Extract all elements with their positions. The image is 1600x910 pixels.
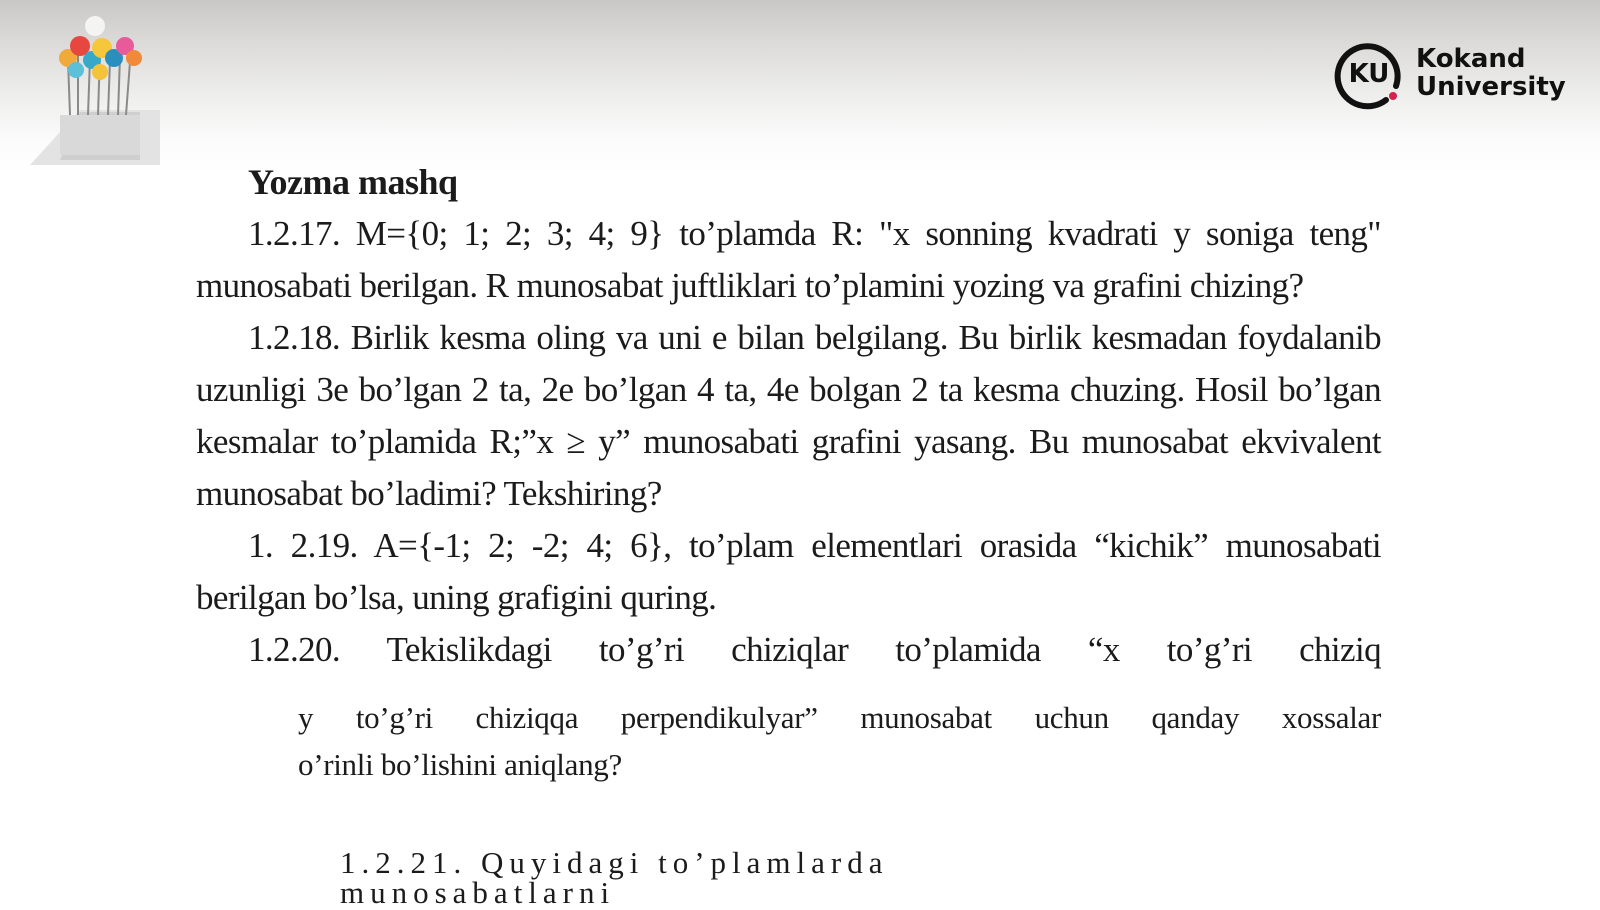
logo-mark-text: KU: [1348, 59, 1390, 89]
exercise-1-2-17: 1.2.17. M={0; 1; 2; 3; 4; 9} to’plamda R: "x sonning kvadrati y soniga teng" munosabati berilgan. R munosabat juftliklari to’plamini yozing va grafini chizing?: [196, 214, 1381, 305]
ku-logo-icon: [1332, 36, 1406, 110]
exercise-1-2-20-continuation: [298, 694, 1381, 788]
logo-name-line1: Kokand: [1416, 44, 1526, 74]
cut-off-text: 1.2.21. Quyidagi to’plamlarda munosabatlarni: [340, 845, 889, 910]
kokand-university-logo: [1332, 36, 1566, 110]
continuation-line-1: y to’g’ri chiziqqa perpendikulyar” munosabat uchun qanday xossalar: [298, 700, 1381, 735]
logo-wordmark: [1416, 45, 1566, 101]
exercise-1-2-19: 1. 2.19. A={-1; 2; -2; 4; 6}, to’plam elementlari orasida “kichik” munosabati berilgan bo’lsa, uning grafigini quring.: [196, 526, 1381, 617]
balloons-decoration-icon: [0, 0, 160, 170]
document-body: [196, 160, 1381, 788]
exercise-1-2-20: 1.2.20. Tekislikdagi to’g’ri chiziqlar to’plamida “x to’g’ri chiziq: [248, 630, 1381, 669]
exercise-1-2-18: 1.2.18. Birlik kesma oling va uni e bilan belgilang. Bu birlik kesmadan foydalanib uzunligi 3e bo’lgan 2 ta, 2e bo’lgan 4 ta, 4e bolgan 2 ta kesma chuzing. Hosil bo’lgan kesmalar to’plamida R;”x ≥ y” munosabati grafini yasang. Bu munosabat ekvivalent munosabat bo’ladimi? Tekshiring?: [196, 318, 1381, 513]
continuation-line-2: o’rinli bo’lishini aniqlang?: [298, 747, 622, 782]
logo-name-line2: University: [1416, 72, 1566, 102]
cut-off-text-line: [340, 845, 960, 910]
section-heading: Yozma mashq: [248, 162, 458, 202]
